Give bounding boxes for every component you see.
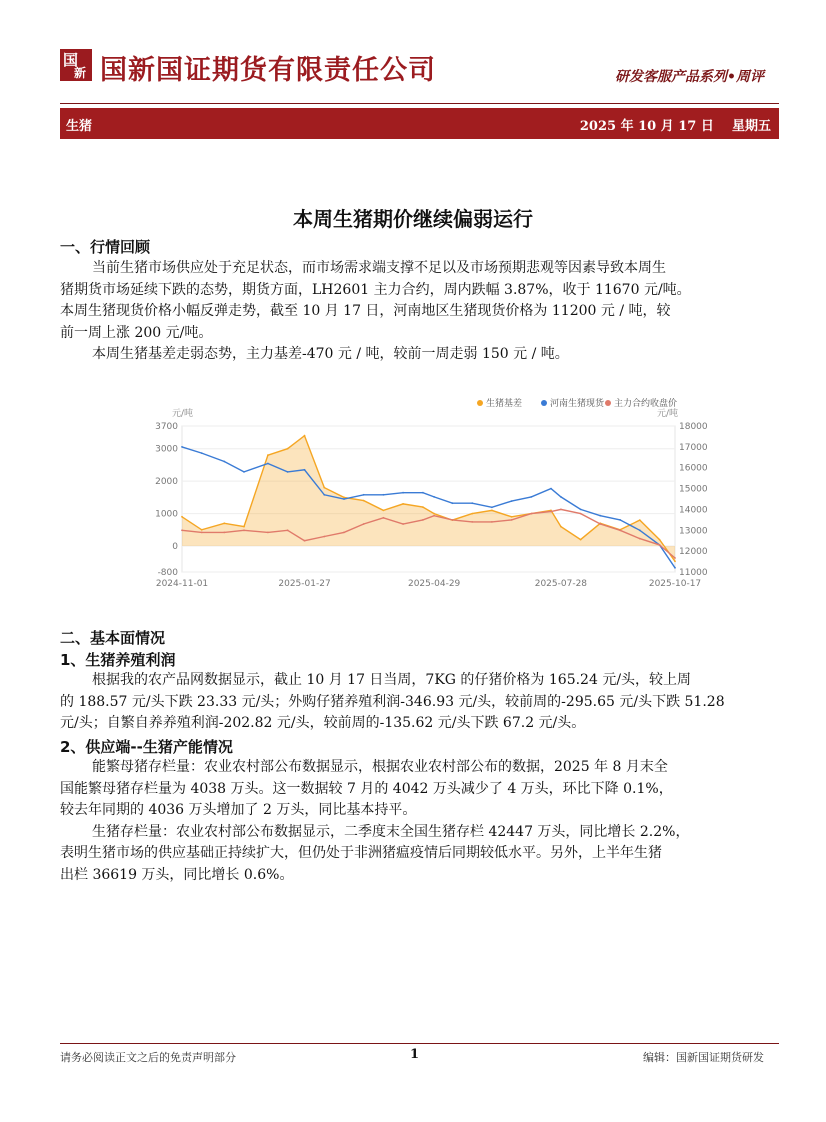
paragraph-line: 根据我的农产品网数据显示，截止 10 月 17 日当周，7KG 的仔猪价格为 165.24 元/头，较上周 — [92, 672, 692, 688]
data-point — [639, 519, 641, 521]
data-point — [639, 529, 641, 531]
data-point — [422, 492, 424, 494]
data-point — [243, 471, 245, 473]
data-point — [223, 532, 225, 534]
data-point — [304, 540, 306, 542]
series-area-basis — [182, 436, 675, 562]
data-point — [201, 452, 203, 454]
data-point — [471, 513, 473, 515]
legend-marker — [541, 400, 547, 406]
paragraph-line: 本周生猪基差走弱态势，主力基差-470 元 / 吨，较前一周走弱 150 元 / 吨。 — [92, 346, 569, 362]
paragraph-line: 较去年同期的 4036 万头增加了 2 万头，同比基本持平。 — [60, 802, 417, 818]
legend-marker — [477, 400, 483, 406]
y-right-tick-label: 18000 — [679, 422, 708, 432]
data-point — [639, 538, 641, 540]
y-right-tick-label: 16000 — [679, 463, 708, 474]
logo-mark: 国 — [63, 51, 79, 69]
data-point — [491, 510, 493, 512]
data-point — [243, 529, 245, 531]
data-point — [383, 517, 385, 519]
y-right-tick-label: 14000 — [679, 505, 708, 516]
paragraph-line: 的 188.57 元/头下跌 23.33 元/头；外购仔猪养殖利润-346.93 元/头，较前周的-295.65 元/头下跌 51.28 — [60, 693, 725, 710]
y-left-tick-label: 2000 — [155, 477, 178, 488]
data-point — [422, 519, 424, 521]
legend-label: 河南生猪现货 — [550, 399, 605, 409]
data-point — [619, 519, 621, 521]
section-body-review — [60, 258, 770, 366]
data-point — [599, 515, 601, 517]
data-point — [471, 502, 473, 504]
logo-mark-2: 新 — [74, 66, 87, 80]
data-point — [223, 461, 225, 463]
footer-disclaimer: 请务必阅读正文之后的免责声明部分 — [60, 1051, 236, 1064]
data-point — [580, 539, 582, 541]
data-point — [304, 469, 306, 471]
data-point — [181, 446, 183, 448]
data-point — [267, 532, 269, 534]
data-point — [304, 435, 306, 437]
data-point — [491, 506, 493, 508]
data-point — [433, 513, 435, 515]
subsection-body-supply — [60, 757, 770, 886]
data-point — [402, 503, 404, 505]
legend-marker — [605, 400, 611, 406]
y-left-tick-label: 1000 — [155, 509, 178, 520]
data-point — [363, 494, 365, 496]
header-divider — [60, 103, 779, 104]
paragraph-line: 国能繁母猪存栏量为 4038 万头。这一数据较 7 月的 4042 万头减少了 4 万头，环比下降 0.1%， — [60, 780, 673, 797]
chart-legend — [477, 397, 677, 409]
data-point — [659, 544, 661, 546]
data-point — [580, 509, 582, 511]
data-point — [363, 500, 365, 502]
y-left-tick-label: 3000 — [155, 444, 178, 455]
category-label: 生猪 — [66, 119, 93, 134]
data-point — [181, 529, 183, 531]
section-heading-fundamentals: 二、基本面情况 — [60, 629, 166, 647]
data-point — [511, 516, 513, 518]
data-point — [619, 529, 621, 531]
data-point — [511, 500, 513, 502]
data-point — [287, 529, 289, 531]
company-name: 国新国证期货有限责任公司 — [100, 55, 436, 86]
y-right-tick-label: 11000 — [679, 568, 708, 578]
data-point — [422, 506, 424, 508]
data-point — [550, 488, 552, 490]
paragraph-line: 当前生猪市场供应处于充足状态，而市场需求端支撑不足以及市场预期悲观等因素导致本周生 — [92, 260, 666, 276]
data-point — [287, 471, 289, 473]
y-right-tick-label: 13000 — [679, 526, 708, 537]
report-date: 2025 年 10 月 17 日 星期五 — [579, 119, 771, 134]
data-point — [674, 560, 676, 562]
subsection-heading-supply: 2、供应端--生猪产能情况 — [60, 738, 233, 756]
chart-right-unit: 元/吨 — [656, 409, 678, 419]
data-point — [223, 522, 225, 524]
data-point — [511, 519, 513, 521]
data-point — [267, 454, 269, 456]
data-point — [674, 557, 676, 559]
data-point — [659, 539, 661, 541]
x-tick-label: 2025-10-17 — [648, 579, 702, 589]
legend-label: 生猪基差 — [486, 399, 523, 409]
y-right-tick-label: 17000 — [679, 442, 708, 453]
paragraph-line: 生猪存栏量：农业农村部公布数据显示，二季度末全国生猪存栏 42447 万头，同比增长 2.2%， — [92, 823, 690, 840]
data-point — [550, 511, 552, 513]
data-point — [471, 521, 473, 523]
data-point — [383, 510, 385, 512]
paragraph-line: 猪期货市场延续下跌的态势，期货方面，LH2601 主力合约，周内跌幅 3.87%，收于 11670 元/吨。 — [60, 281, 691, 298]
data-point — [530, 513, 532, 515]
data-point — [674, 567, 676, 569]
category-bar — [60, 108, 779, 139]
data-point — [402, 492, 404, 494]
footer-editor: 编辑：国新国证期货研发 — [643, 1051, 764, 1064]
data-point — [323, 494, 325, 496]
data-point — [323, 536, 325, 538]
data-point — [560, 509, 562, 511]
data-point — [267, 463, 269, 465]
paragraph-line: 表明生猪市场的供应基础正持续扩大，但仍处于非洲猪瘟疫情后同期较低水平。另外，上半年生猪 — [60, 845, 662, 861]
x-tick-label: 2025-01-27 — [278, 579, 331, 589]
data-point — [452, 502, 454, 504]
section-heading-review: 一、行情回顾 — [60, 238, 151, 256]
data-point — [491, 521, 493, 523]
data-point — [201, 529, 203, 531]
y-left-tick-label: 0 — [172, 542, 178, 553]
paragraph-line: 元/头；自繁自养养殖利润-202.82 元/头，较前周的-135.62 元/头下跌 67.2 元/头。 — [60, 715, 586, 731]
data-point — [560, 526, 562, 528]
data-point — [343, 498, 345, 500]
data-point — [201, 532, 203, 534]
footer-divider — [60, 1043, 779, 1044]
data-point — [383, 494, 385, 496]
data-point — [599, 523, 601, 525]
y-right-tick-label: 15000 — [679, 484, 708, 495]
basis-price-chart — [140, 392, 708, 602]
paragraph-line: 出栏 36619 万头，同比增长 0.6%。 — [60, 866, 294, 883]
company-logo — [60, 49, 92, 81]
data-point — [452, 519, 454, 521]
page-number: 1 — [410, 1047, 420, 1062]
y-right-tick-label: 12000 — [679, 547, 708, 558]
data-point — [243, 526, 245, 528]
x-tick-label: 2025-07-28 — [534, 579, 588, 589]
x-tick-label: 2025-04-29 — [407, 579, 461, 589]
data-point — [181, 516, 183, 518]
data-point — [343, 532, 345, 534]
page-title: 本周生猪期价继续偏弱运行 — [293, 207, 533, 231]
data-point — [323, 487, 325, 489]
chart-left-unit: 元/吨 — [172, 409, 194, 419]
report-series: 研发客服产品系列•周评 — [615, 69, 764, 85]
data-point — [402, 523, 404, 525]
data-point — [433, 515, 435, 517]
y-left-tick-label: -800 — [157, 568, 178, 578]
data-point — [580, 513, 582, 515]
x-tick-label: 2024-11-01 — [155, 579, 209, 589]
paragraph-line: 能繁母猪存栏量：农业农村部公布数据显示，根据农业农村部公布的数据，2025 年 8 月末全 — [92, 759, 668, 775]
y-left-tick-label: 3700 — [155, 422, 178, 432]
paragraph-line: 前一周上涨 200 元/吨。 — [60, 324, 213, 341]
data-point — [560, 496, 562, 498]
paragraph-line: 本周生猪现货价格小幅反弹走势，截至 10 月 17 日，河南地区生猪现货价格为 11200 元 / 吨，较 — [60, 303, 671, 319]
subsection-body-profit — [60, 670, 770, 735]
legend-label: 主力合约收盘价 — [614, 399, 678, 409]
data-point — [530, 496, 532, 498]
data-point — [287, 448, 289, 450]
data-point — [343, 497, 345, 499]
data-point — [433, 496, 435, 498]
subsection-heading-profit: 1、生猪养殖利润 — [60, 651, 176, 669]
data-point — [363, 523, 365, 525]
